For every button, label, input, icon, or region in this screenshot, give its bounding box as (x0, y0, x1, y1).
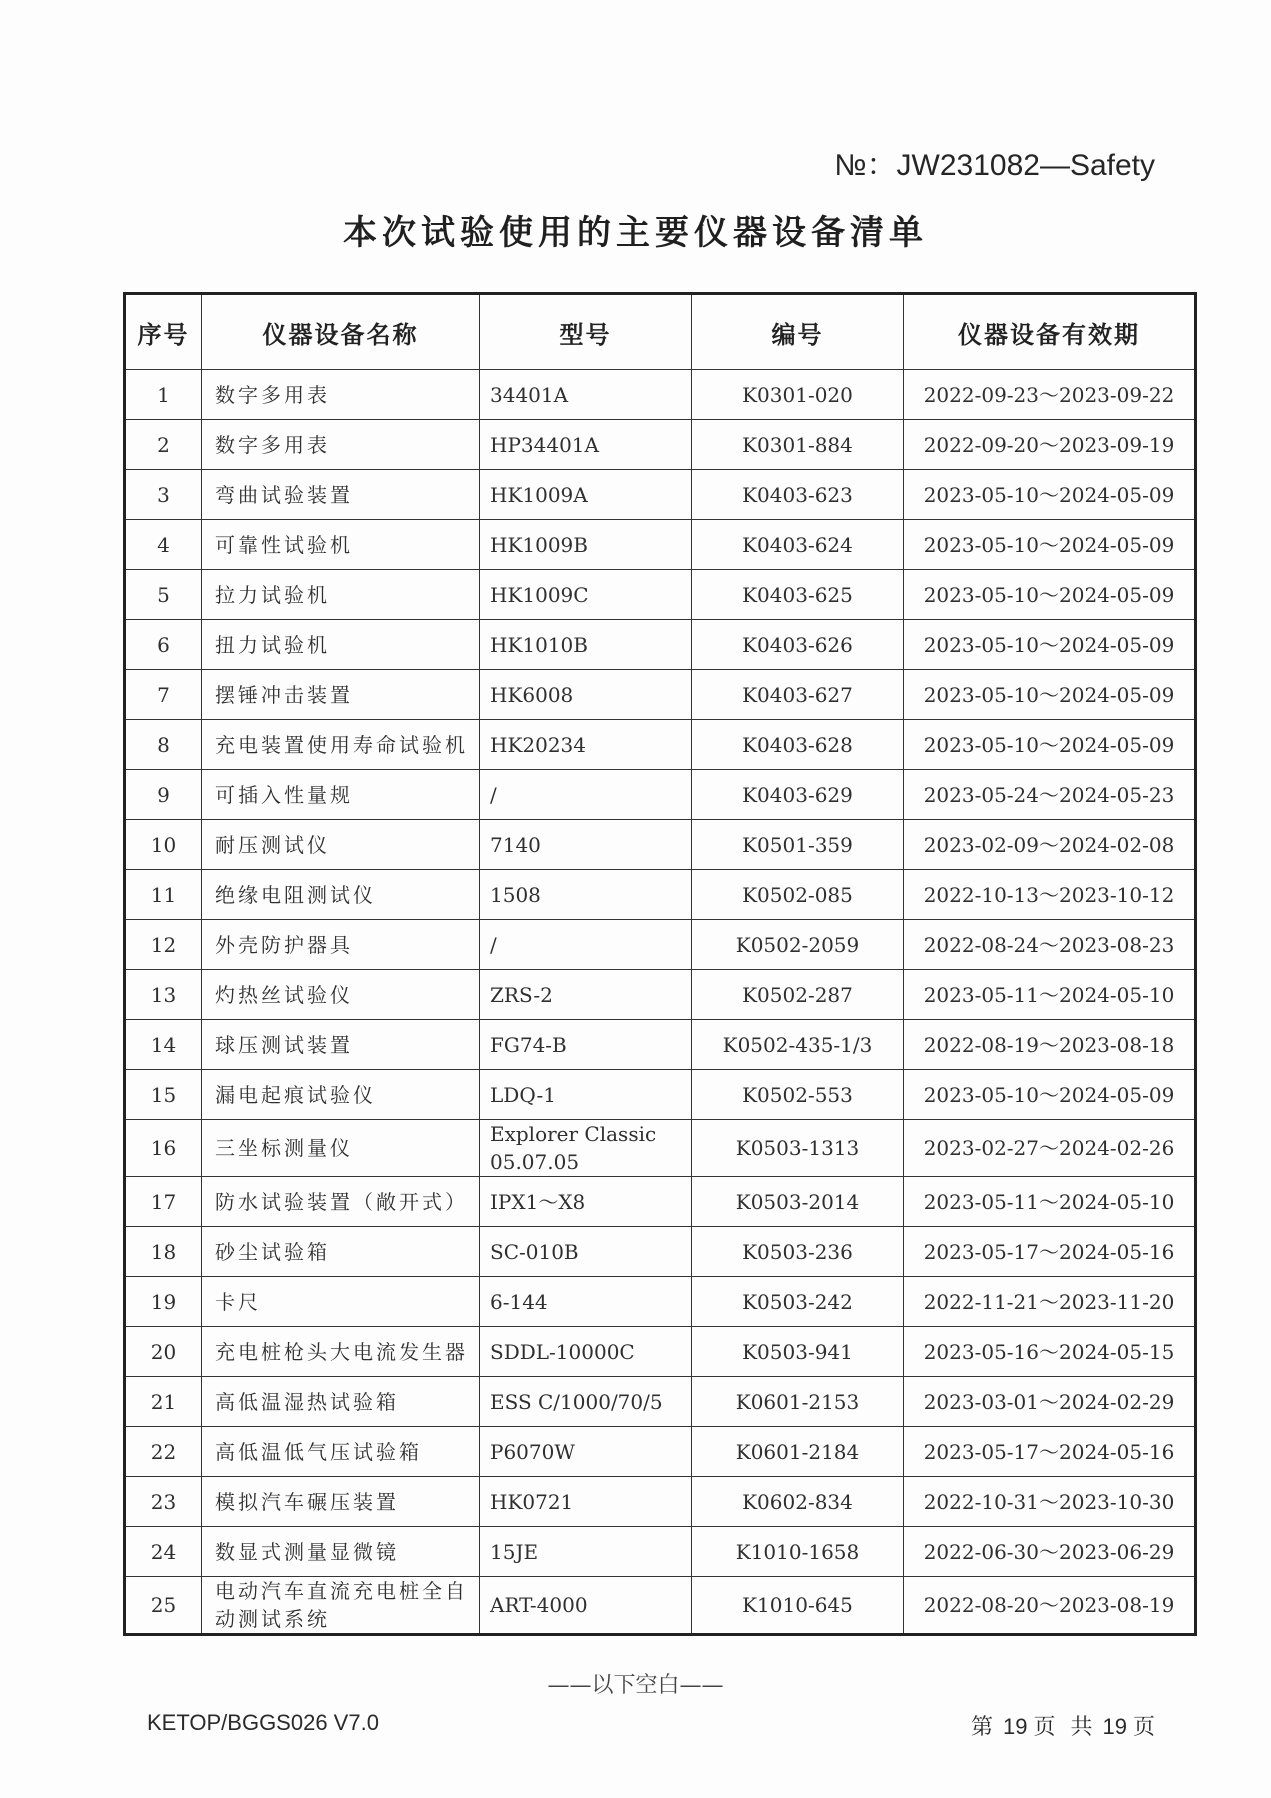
table-row (125, 1177, 1196, 1227)
equipment-name: 高低温湿热试验箱 (202, 1377, 480, 1427)
model-number: IPX1～X8 (480, 1177, 692, 1227)
validity-period: 2023-05-11～2024-05-10 (904, 1177, 1196, 1227)
equipment-id: K0502-2059 (692, 920, 904, 970)
validity-period: 2023-03-01～2024-02-29 (904, 1377, 1196, 1427)
table-header-row (125, 294, 1196, 370)
validity-period: 2023-05-10～2024-05-09 (904, 720, 1196, 770)
validity-period: 2023-05-24～2024-05-23 (904, 770, 1196, 820)
equipment-name: 扭力试验机 (202, 620, 480, 670)
validity-period: 2023-02-27～2024-02-26 (904, 1120, 1196, 1177)
equipment-id: K0403-629 (692, 770, 904, 820)
row-number: 23 (125, 1477, 202, 1527)
model-number: HK1009B (480, 520, 692, 570)
equipment-name: 卡尺 (202, 1277, 480, 1327)
model-number: SDDL-10000C (480, 1327, 692, 1377)
equipment-id: K0503-1313 (692, 1120, 904, 1177)
page-number (971, 1710, 1159, 1741)
row-number: 22 (125, 1427, 202, 1477)
row-number: 12 (125, 920, 202, 970)
table-row (125, 620, 1196, 670)
equipment-name: 耐压测试仪 (202, 820, 480, 870)
row-number: 25 (125, 1577, 202, 1635)
table-row (125, 820, 1196, 870)
row-number: 14 (125, 1020, 202, 1070)
validity-period: 2022-08-20～2023-08-19 (904, 1577, 1196, 1635)
equipment-id: K0403-626 (692, 620, 904, 670)
equipment-id: K0601-2153 (692, 1377, 904, 1427)
column-header-model: 型号 (480, 294, 692, 370)
row-number: 9 (125, 770, 202, 820)
row-number: 18 (125, 1227, 202, 1277)
equipment-name: 可靠性试验机 (202, 520, 480, 570)
column-header-id: 编号 (692, 294, 904, 370)
equipment-id: K0403-625 (692, 570, 904, 620)
equipment-id: K0601-2184 (692, 1427, 904, 1477)
equipment-id: K0503-2014 (692, 1177, 904, 1227)
row-number: 11 (125, 870, 202, 920)
model-number: / (480, 770, 692, 820)
row-number: 17 (125, 1177, 202, 1227)
model-number: 34401A (480, 370, 692, 420)
model-number: HK0721 (480, 1477, 692, 1527)
table-body (125, 370, 1196, 1635)
row-number: 13 (125, 970, 202, 1020)
model-number: HK6008 (480, 670, 692, 720)
model-number: 6-144 (480, 1277, 692, 1327)
model-number: 15JE (480, 1527, 692, 1577)
equipment-name: 弯曲试验装置 (202, 470, 480, 520)
row-number: 10 (125, 820, 202, 870)
model-number: HK20234 (480, 720, 692, 770)
equipment-name: 球压测试装置 (202, 1020, 480, 1070)
model-number: LDQ-1 (480, 1070, 692, 1120)
equipment-name: 电动汽车直流充电桩全自动测试系统 (202, 1577, 480, 1635)
equipment-id: K0503-941 (692, 1327, 904, 1377)
validity-period: 2022-11-21～2023-11-20 (904, 1277, 1196, 1327)
equipment-name: 充电装置使用寿命试验机 (202, 720, 480, 770)
equipment-id: K0301-020 (692, 370, 904, 420)
equipment-id: K0403-623 (692, 470, 904, 520)
equipment-id: K0301-884 (692, 420, 904, 470)
row-number: 1 (125, 370, 202, 420)
validity-period: 2022-10-31～2023-10-30 (904, 1477, 1196, 1527)
column-header-validity: 仪器设备有效期 (904, 294, 1196, 370)
table-row (125, 420, 1196, 470)
model-number: ZRS-2 (480, 970, 692, 1020)
model-number: ART-4000 (480, 1577, 692, 1635)
equipment-id: K0403-628 (692, 720, 904, 770)
table-row (125, 1120, 1196, 1177)
validity-period: 2023-05-10～2024-05-09 (904, 1070, 1196, 1120)
equipment-id: K0502-435-1/3 (692, 1020, 904, 1070)
table-row (125, 570, 1196, 620)
equipment-name: 砂尘试验箱 (202, 1227, 480, 1277)
equipment-name: 高低温低气压试验箱 (202, 1427, 480, 1477)
equipment-id: K0602-834 (692, 1477, 904, 1527)
table-row (125, 1277, 1196, 1327)
table-row (125, 1327, 1196, 1377)
equipment-name: 拉力试验机 (202, 570, 480, 620)
table-row (125, 920, 1196, 970)
table-row (125, 1020, 1196, 1070)
model-number: 7140 (480, 820, 692, 870)
table-row (125, 1427, 1196, 1477)
model-number: HP34401A (480, 420, 692, 470)
model-number: HK1009C (480, 570, 692, 620)
equipment-id: K1010-1658 (692, 1527, 904, 1577)
equipment-name: 数字多用表 (202, 420, 480, 470)
row-number: 2 (125, 420, 202, 470)
row-number: 8 (125, 720, 202, 770)
row-number: 19 (125, 1277, 202, 1327)
end-of-list-mark: ——以下空白—— (547, 1673, 724, 1698)
model-number: HK1010B (480, 620, 692, 670)
equipment-name: 摆锤冲击装置 (202, 670, 480, 720)
equipment-name: 充电桩枪头大电流发生器 (202, 1327, 480, 1377)
table-row (125, 1070, 1196, 1120)
table-row (125, 370, 1196, 420)
equipment-name: 防水试验装置（敞开式） (202, 1177, 480, 1227)
equipment-id: K0503-236 (692, 1227, 904, 1277)
equipment-name: 数显式测量显微镜 (202, 1527, 480, 1577)
row-number: 16 (125, 1120, 202, 1177)
page-total: 19 (1102, 1714, 1127, 1739)
table-row (125, 1527, 1196, 1577)
equipment-name: 模拟汽车碾压装置 (202, 1477, 480, 1527)
row-number: 15 (125, 1070, 202, 1120)
page-current: 19 (1003, 1714, 1028, 1739)
validity-period: 2023-05-17～2024-05-16 (904, 1227, 1196, 1277)
equipment-name: 可插入性量规 (202, 770, 480, 820)
equipment-id: K0502-287 (692, 970, 904, 1020)
validity-period: 2023-05-11～2024-05-10 (904, 970, 1196, 1020)
row-number: 20 (125, 1327, 202, 1377)
equipment-id: K0502-085 (692, 870, 904, 920)
validity-period: 2023-05-16～2024-05-15 (904, 1327, 1196, 1377)
row-number: 3 (125, 470, 202, 520)
model-number: HK1009A (480, 470, 692, 520)
equipment-name: 数字多用表 (202, 370, 480, 420)
page-mid: 页 共 (1033, 1715, 1097, 1740)
page-title: 本次试验使用的主要仪器设备清单 (343, 213, 928, 253)
validity-period: 2022-08-19～2023-08-18 (904, 1020, 1196, 1070)
column-header-no: 序号 (125, 294, 202, 370)
row-number: 24 (125, 1527, 202, 1577)
validity-period: 2023-05-10～2024-05-09 (904, 670, 1196, 720)
validity-period: 2022-09-23～2023-09-22 (904, 370, 1196, 420)
model-number: / (480, 920, 692, 970)
row-number: 5 (125, 570, 202, 620)
table-row (125, 520, 1196, 570)
equipment-id: K1010-645 (692, 1577, 904, 1635)
form-code: KETOP/BGGS026 V7.0 (147, 1710, 379, 1735)
equipment-name: 灼热丝试验仪 (202, 970, 480, 1020)
equipment-name: 三坐标测量仪 (202, 1120, 480, 1177)
table-row (125, 720, 1196, 770)
validity-period: 2022-09-20～2023-09-19 (904, 420, 1196, 470)
equipment-id: K0502-553 (692, 1070, 904, 1120)
equipment-name: 绝缘电阻测试仪 (202, 870, 480, 920)
equipment-id: K0501-359 (692, 820, 904, 870)
validity-period: 2023-05-10～2024-05-09 (904, 470, 1196, 520)
validity-period: 2023-05-10～2024-05-09 (904, 620, 1196, 670)
equipment-name: 外壳防护器具 (202, 920, 480, 970)
model-number: FG74-B (480, 1020, 692, 1070)
row-number: 4 (125, 520, 202, 570)
validity-period: 2022-06-30～2023-06-29 (904, 1527, 1196, 1577)
report-number: №：JW231082—Safety (834, 149, 1155, 182)
validity-period: 2023-05-10～2024-05-09 (904, 570, 1196, 620)
table-row (125, 1377, 1196, 1427)
model-number: P6070W (480, 1427, 692, 1477)
table-row (125, 670, 1196, 720)
model-number: SC-010B (480, 1227, 692, 1277)
table-row (125, 970, 1196, 1020)
model-number: Explorer Classic 05.07.05 (480, 1120, 692, 1177)
column-header-name: 仪器设备名称 (202, 294, 480, 370)
equipment-id: K0503-242 (692, 1277, 904, 1327)
page-prefix: 第 (971, 1715, 998, 1740)
row-number: 7 (125, 670, 202, 720)
row-number: 21 (125, 1377, 202, 1427)
table-row (125, 1477, 1196, 1527)
equipment-table (123, 292, 1197, 1636)
table-row (125, 1577, 1196, 1635)
equipment-id: K0403-627 (692, 670, 904, 720)
model-number: ESS C/1000/70/5 (480, 1377, 692, 1427)
row-number: 6 (125, 620, 202, 670)
validity-period: 2023-05-10～2024-05-09 (904, 520, 1196, 570)
model-number: 1508 (480, 870, 692, 920)
equipment-name: 漏电起痕试验仪 (202, 1070, 480, 1120)
validity-period: 2022-10-13～2023-10-12 (904, 870, 1196, 920)
table-row (125, 770, 1196, 820)
equipment-id: K0403-624 (692, 520, 904, 570)
validity-period: 2023-02-09～2024-02-08 (904, 820, 1196, 870)
validity-period: 2023-05-17～2024-05-16 (904, 1427, 1196, 1477)
page-suffix: 页 (1132, 1715, 1159, 1740)
validity-period: 2022-08-24～2023-08-23 (904, 920, 1196, 970)
table-row (125, 1227, 1196, 1277)
table-row (125, 470, 1196, 520)
table-row (125, 870, 1196, 920)
